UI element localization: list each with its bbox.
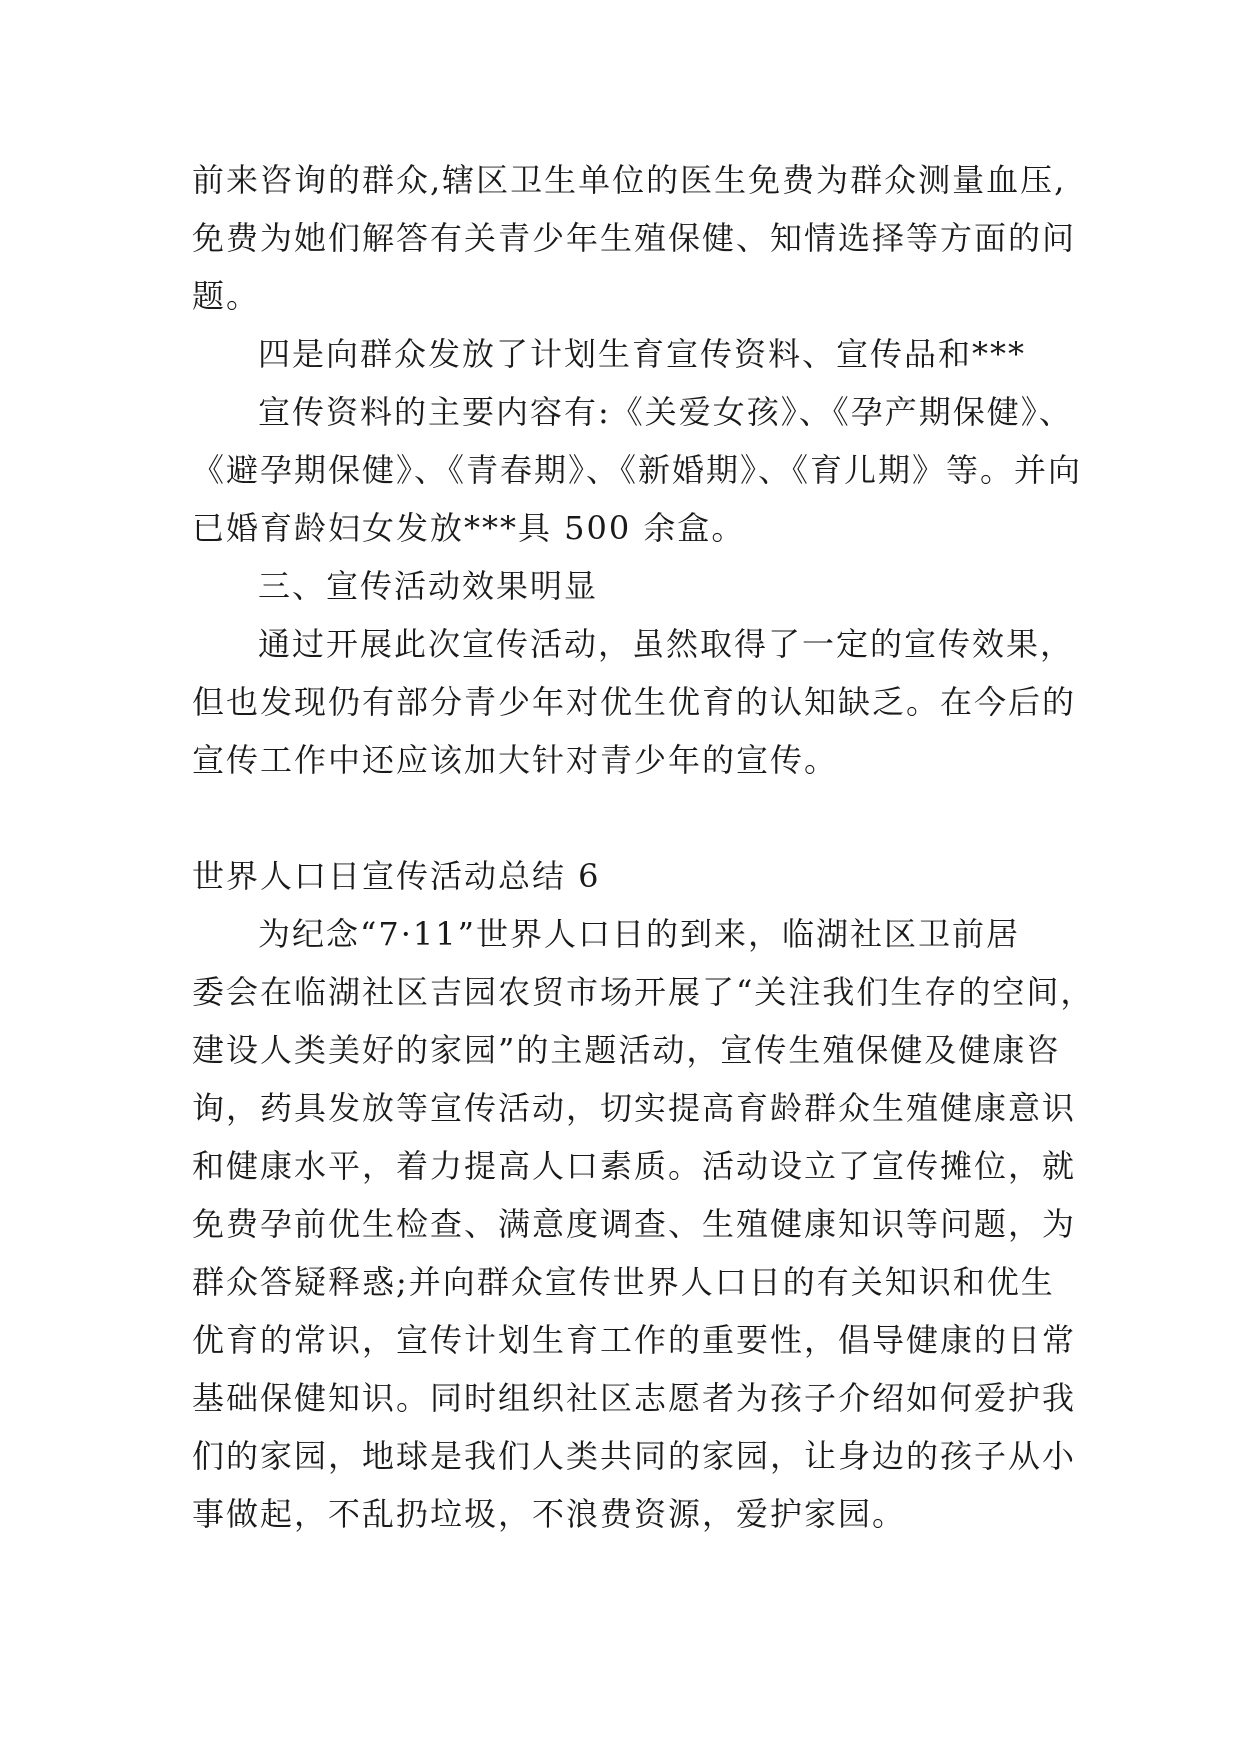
body-text-line: 宣传工作中还应该加大针对青少年的宣传。 [192,741,839,779]
body-text-line: 免费为她们解答有关青少年生殖保健、知情选择等方面的问 [192,219,1077,257]
body-text-line: 们的家园，地球是我们人类共同的家园，让身边的孩子从小 [192,1437,1077,1475]
body-text-line: 事做起，不乱扔垃圾，不浪费资源，爱护家园。 [192,1495,907,1533]
body-text-line: 询，药具发放等宣传活动，切实提高育龄群众生殖健康意识 [192,1089,1077,1127]
body-text-line: 为纪念“7·11”世界人口日的到来，临湖社区卫前居 [258,915,1020,953]
body-text-line: 四是向群众发放了计划生育宣传资料、宣传品和*** [258,335,1027,373]
body-text-line: 建设人类美好的家园”的主题活动，宣传生殖保健及健康咨 [192,1031,1061,1069]
body-text-line: 题。 [192,277,261,315]
body-text-line: 基础保健知识。同时组织社区志愿者为孩子介绍如何爱护我 [192,1379,1077,1417]
body-text-line: 免费孕前优生检查、满意度调查、生殖健康知识等问题，为 [192,1205,1077,1243]
body-text-line: 宣传资料的主要内容有:《关爱女孩》、《孕产期保健》、 [258,393,1073,431]
body-text-line: 和健康水平，着力提高人口素质。活动设立了宣传摊位，就 [192,1147,1077,1185]
body-text-line: 已婚育龄妇女发放***具 500 余盒。 [192,509,746,547]
body-text-line: 但也发现仍有部分青少年对优生优育的认知缺乏。在今后的 [192,683,1077,721]
body-text-line: 优育的常识，宣传计划生育工作的重要性，倡导健康的日常 [192,1321,1077,1359]
body-text-line: 《避孕期保健》、《青春期》、《新婚期》、《育儿期》等。并向 [192,451,1083,489]
document-title: 世界人口日宣传活动总结 6 [192,857,601,895]
body-text-line: 前来咨询的群众,辖区卫生单位的医生免费为群众测量血压, [192,161,1067,199]
body-text-line: 通过开展此次宣传活动，虽然取得了一定的宣传效果， [258,625,1075,663]
body-text-line: 群众答疑释惑;并向群众宣传世界人口日的有关知识和优生 [192,1263,1055,1301]
section-heading: 三、宣传活动效果明显 [258,567,599,605]
body-text-line: 委会在临湖社区吉园农贸市场开展了“关注我们生存的空间， [192,973,1095,1011]
